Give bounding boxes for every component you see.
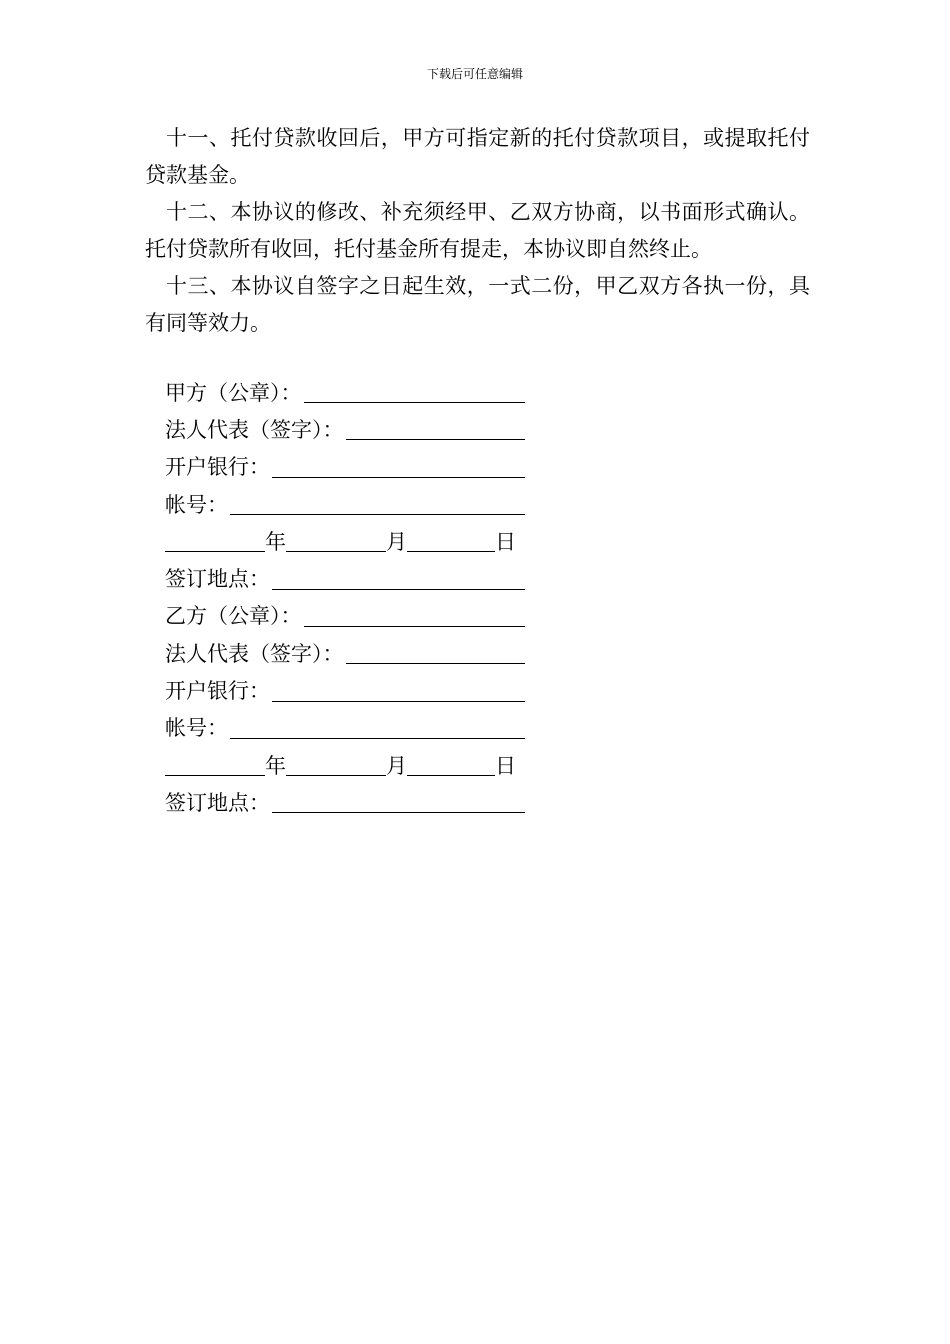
- party-a-rep-blank[interactable]: [346, 417, 526, 440]
- clause-13: 十三、本协议自签字之日起生效，一式二份，甲乙双方各执一份，具有同等效力。: [145, 274, 810, 335]
- party-b-seal-label: 乙方（公章）：: [165, 604, 302, 629]
- party-a-rep-label: 法人代表（签字）：: [165, 417, 344, 442]
- party-a-place-blank[interactable]: [272, 567, 525, 590]
- party-b-bank-label: 开户银行：: [165, 679, 270, 704]
- party-b-month-label: 月: [386, 753, 407, 778]
- party-b-rep-label: 法人代表（签字）：: [165, 641, 344, 666]
- party-b-place-blank[interactable]: [272, 790, 525, 813]
- party-a-month-blank[interactable]: [286, 529, 386, 552]
- party-b-seal-line: [165, 597, 525, 634]
- party-b-bank-line: [165, 671, 525, 708]
- party-a-bank-label: 开户银行：: [165, 455, 270, 480]
- party-b-seal-blank[interactable]: [304, 604, 526, 627]
- party-a-month-label: 月: [386, 529, 407, 554]
- party-b-rep-blank[interactable]: [346, 641, 526, 664]
- party-a-day-blank[interactable]: [407, 529, 495, 552]
- party-b-month-blank[interactable]: [286, 753, 386, 776]
- party-a-account-label: 帐号：: [165, 492, 228, 517]
- clause-11: 十一、托付贷款收回后，甲方可指定新的托付贷款项目，或提取托付贷款基金。: [145, 126, 810, 187]
- party-b-place-label: 签订地点：: [165, 790, 270, 815]
- contract-body: [145, 120, 810, 342]
- party-a-place-line: [165, 559, 525, 596]
- party-b-account-blank[interactable]: [230, 716, 525, 739]
- party-b-place-line: [165, 783, 525, 820]
- party-a-account-line: [165, 485, 525, 522]
- party-a-bank-blank[interactable]: [272, 455, 525, 478]
- party-a-place-label: 签订地点：: [165, 567, 270, 592]
- party-a-date-line: [165, 522, 525, 559]
- party-a-rep-line: [165, 410, 525, 447]
- party-b-day-label: 日: [495, 753, 516, 778]
- party-b-date-line: [165, 746, 525, 783]
- party-b-year-blank[interactable]: [165, 753, 265, 776]
- party-a-account-blank[interactable]: [230, 492, 525, 515]
- party-a-seal-blank[interactable]: [304, 380, 526, 403]
- party-b-bank-blank[interactable]: [272, 679, 525, 702]
- party-b-account-line: [165, 709, 525, 746]
- clause-12: 十二、本协议的修改、补充须经甲、乙双方协商，以书面形式确认。托付贷款所有收回，托付基金所有提走，本协议即自然终止。: [145, 200, 810, 261]
- party-a-bank-line: [165, 448, 525, 485]
- party-a-seal-line: [165, 373, 525, 410]
- party-a-year-label: 年: [265, 529, 286, 554]
- party-b-year-label: 年: [265, 753, 286, 778]
- party-a-day-label: 日: [495, 529, 516, 554]
- party-b-rep-line: [165, 634, 525, 671]
- party-a-seal-label: 甲方（公章）：: [165, 380, 302, 405]
- party-b-account-label: 帐号：: [165, 716, 228, 741]
- signature-block: [165, 373, 525, 821]
- party-b-day-blank[interactable]: [407, 753, 495, 776]
- page-header-note: 下载后可任意编辑: [426, 67, 523, 81]
- party-a-year-blank[interactable]: [165, 529, 265, 552]
